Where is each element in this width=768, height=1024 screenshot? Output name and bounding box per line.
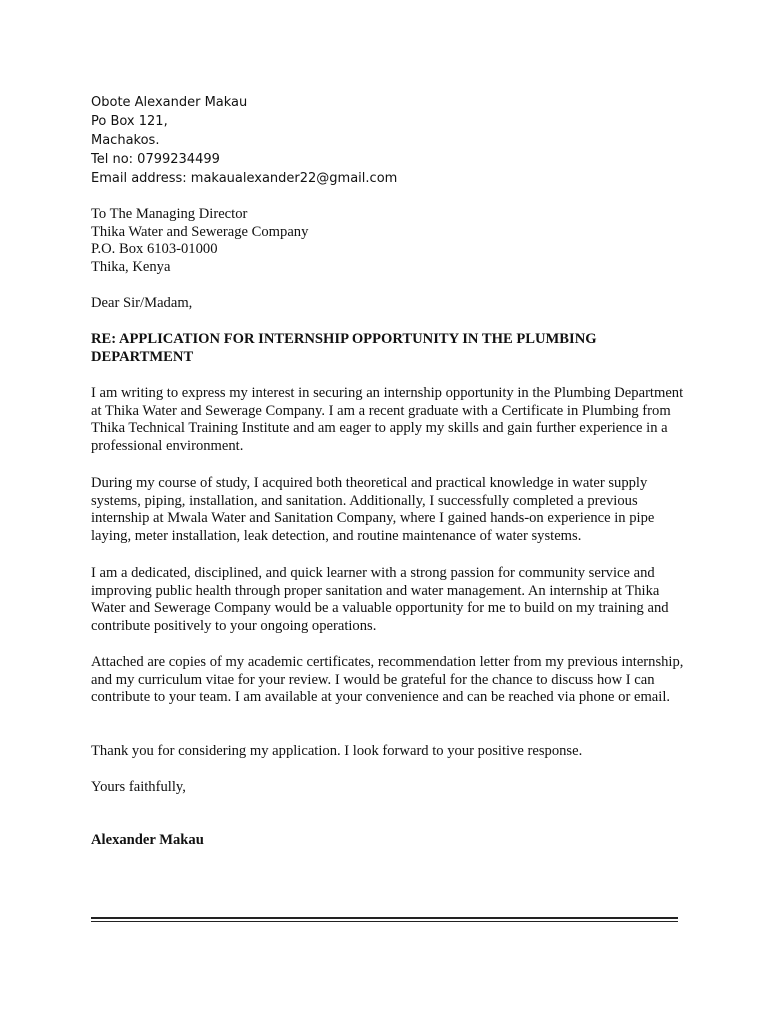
recipient-address-block	[91, 206, 308, 276]
body-paragraph-4: Attached are copies of my academic certificates, recommendation letter from my previous internship, and my curriculum vitae for your review. I would be grateful for the chance to discuss how I can contribute to your team. I am available at your convenience and can be reached via phone or email.	[91, 654, 684, 706]
subject-heading	[91, 331, 651, 366]
recipient-line-3: P.O. Box 6103-01000	[91, 241, 218, 258]
recipient-line-2: Thika Water and Sewerage Company	[91, 223, 309, 240]
sender-town: Machakos.	[91, 133, 160, 148]
recipient-line-4: Thika, Kenya	[91, 258, 171, 275]
sender-email: Email address: makaualexander22@gmail.com	[91, 171, 398, 186]
subject-line-2: DEPARTMENT	[91, 348, 194, 365]
body-paragraph-5: Thank you for considering my application. I look forward to your positive response.	[91, 743, 583, 759]
closing: Yours faithfully,	[91, 779, 186, 795]
body-paragraph-3: I am a dedicated, disciplined, and quick learner with a strong passion for community service and improving public health through proper sanitation and water management. An internship at Thika Water and Sewerage Company would be a valuable opportunity for me to build on my training and contribute positively to your ongoing operations.	[91, 565, 669, 634]
sender-po-box: Po Box 121,	[91, 114, 168, 129]
footer-divider-thick	[91, 917, 678, 919]
subject-line-1: RE: APPLICATION FOR INTERNSHIP OPPORTUNITY IN THE PLUMBING	[91, 331, 597, 347]
footer-divider-thin	[91, 921, 678, 922]
sender-address-block	[91, 93, 397, 188]
signature-name: Alexander Makau	[91, 832, 204, 848]
salutation: Dear Sir/Madam,	[91, 295, 193, 311]
recipient-line-1: To The Managing Director	[91, 206, 248, 222]
sender-name: Obote Alexander Makau	[91, 95, 248, 110]
sender-phone: Tel no: 0799234499	[91, 152, 220, 167]
body-paragraph-1: I am writing to express my interest in securing an internship opportunity in the Plumbing Department at Thika Water and Sewerage Company. I am a recent graduate with a Certificate in Plumbing from Thika Technical Training Institute and am eager to apply my skills and gain further experience in a professional environment.	[91, 385, 684, 454]
body-paragraph-2: During my course of study, I acquired both theoretical and practical knowledge in water supply systems, piping, installation, and sanitation. Additionally, I successfully completed a previous internship at Mwala Water and Sanitation Company, where I gained hands-on experience in pipe laying, meter installation, leak detection, and routine maintenance of water systems.	[91, 475, 655, 544]
